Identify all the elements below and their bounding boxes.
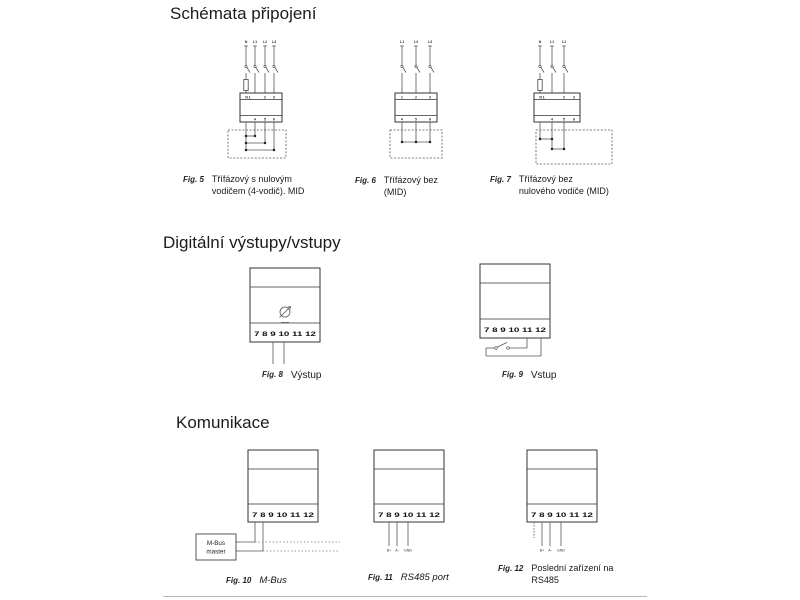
fig11-wire-label-bplus: B+ (386, 548, 392, 553)
fig5-supply-wires (244, 40, 278, 93)
fig12-caption-text: Poslední zařízení na RS485 (531, 563, 614, 585)
fig7-wire-label-n: N (538, 40, 542, 44)
fig6-caption (355, 175, 456, 199)
fig11-rs485-wires (387, 522, 413, 553)
fig10-mbus-master-box (196, 534, 236, 560)
fig6-terminal-2: 2 (415, 95, 417, 100)
fig9-device-box (480, 264, 550, 338)
fig11-wire-label-gnd: GND (404, 548, 412, 553)
fig8-output-diagram (248, 266, 334, 368)
fig5-meter-box (240, 93, 282, 122)
fig12-caption (498, 563, 643, 587)
fig10-mbus-diagram (192, 446, 342, 568)
fig10-device-box (248, 450, 318, 522)
fig7-supply-wires (538, 40, 568, 93)
fig7-wiring-diagram (528, 36, 618, 170)
fig6-wire-label-l3: L3 (427, 40, 433, 44)
fig6-wiring-diagram (388, 36, 452, 166)
fig9-caption-text: Vstup (530, 370, 557, 381)
page-divider (163, 596, 647, 597)
fig11-terminal-row: 7 8 9 10 11 12 (378, 511, 441, 519)
fig10-bus-wires (236, 522, 340, 551)
fig7-caption-text: Třífázový bez nulového vodiče (MID) (518, 174, 609, 196)
fig8-output-wires (273, 342, 284, 364)
fig6-load-box (390, 122, 442, 158)
fig5-caption (183, 174, 308, 198)
fig11-caption-text: RS485 port (400, 572, 449, 583)
fig10-terminal-row: 7 8 9 10 11 12 (252, 511, 315, 519)
fig7-meter-box (534, 93, 580, 122)
fig12-wire-label-bplus: B+ (539, 548, 545, 553)
fig5-terminal-4: 4 (254, 117, 256, 122)
fig5-wire-label-l1: L1 (252, 40, 258, 44)
fig7-label: Fig. 7 (490, 175, 511, 184)
fig11-label: Fig. 11 (368, 573, 393, 582)
fig10-mbus-master-line1: M-Bus (206, 540, 226, 547)
fig6-wire-label-l1: L1 (399, 40, 405, 44)
fig11-caption (368, 572, 449, 585)
fig8-caption (262, 369, 321, 382)
fig5-wire-label-n: N (244, 40, 248, 44)
fig11-rs485-diagram (372, 446, 454, 558)
fig10-caption (226, 575, 287, 588)
fig7-caption (490, 174, 611, 198)
fig10-caption-text: M-Bus (259, 575, 287, 586)
fig12-rs485-last-diagram (525, 446, 607, 560)
fig8-device-box (250, 268, 320, 342)
fig6-terminal-3: 3 (429, 95, 431, 100)
fig11-wire-label-aminus: A- (395, 548, 399, 553)
fig5-terminal-3: 3 (273, 95, 275, 100)
fig12-wire-label-gnd: GND (557, 548, 565, 553)
fig5-caption-text: Třífázový s nulovým vodičem (4-vodič). MID (211, 174, 305, 196)
fig7-terminal-3: 3 (573, 95, 575, 100)
section-title-communication: Komunikace (176, 413, 270, 432)
fig7-wire-label-l2: L2 (561, 40, 567, 44)
fig6-terminal-1: 1 (401, 95, 403, 100)
fig8-terminal-row: 7 8 9 10 11 12 (254, 330, 317, 338)
fig5-terminal-5: 5 (264, 117, 266, 122)
fig6-caption-text: Třífázový bez (MID) (383, 175, 438, 197)
fig6-terminal-5: 5 (415, 117, 417, 122)
fig7-load-box (536, 122, 612, 164)
fig6-wire-label-l2: L2 (413, 40, 419, 44)
fig5-wiring-diagram (222, 36, 322, 166)
fig7-terminal-2: 2 (563, 95, 565, 100)
fig8-label: Fig. 8 (262, 370, 283, 379)
fig9-input-diagram (478, 262, 578, 364)
fig11-device-box (374, 450, 444, 522)
section-title-digital-io: Digitální výstupy/vstupy (163, 233, 341, 252)
fig9-terminal-row: 7 8 9 10 11 12 (484, 326, 547, 334)
fig12-wire-label-aminus: A- (548, 548, 552, 553)
fig6-terminal-4: 4 (401, 117, 403, 122)
fig5-terminal-n1: N 1 (245, 95, 251, 100)
fig5-load-box (228, 122, 286, 158)
fig9-label: Fig. 9 (502, 370, 523, 379)
fig6-label: Fig. 6 (355, 176, 376, 185)
fig7-terminal-4: 4 (551, 117, 553, 122)
fig5-label: Fig. 5 (183, 175, 204, 184)
fig5-wire-label-l3: L3 (271, 40, 277, 44)
fig12-device-box (527, 450, 597, 522)
fig10-mbus-master-line2: master (206, 548, 226, 556)
fig7-fuse (538, 80, 542, 91)
fig6-supply-wires (400, 40, 434, 93)
fig7-terminal-5: 5 (563, 117, 565, 122)
fig5-wire-label-l2: L2 (262, 40, 268, 44)
fig9-input-switch-loop (486, 338, 541, 356)
fig8-caption-text: Výstup (290, 370, 322, 381)
fig6-meter-box (395, 93, 437, 122)
fig9-caption (502, 369, 556, 382)
fig6-terminal-6: 6 (429, 117, 431, 122)
fig12-terminal-row: 7 8 9 10 11 12 (531, 511, 594, 519)
fig7-terminal-n1: N 1 (539, 95, 545, 100)
fig7-terminal-6: 6 (573, 117, 575, 122)
fig7-wire-label-l1: L1 (549, 40, 555, 44)
fig12-label: Fig. 12 (498, 564, 524, 573)
fig5-terminal-2: 2 (264, 95, 266, 100)
fig5-fuse (244, 80, 248, 91)
fig5-terminal-6: 6 (273, 117, 275, 122)
fig12-rs485-wires (534, 522, 565, 553)
fig10-label: Fig. 10 (226, 576, 252, 585)
section-title-connection: Schémata připojení (170, 4, 317, 23)
